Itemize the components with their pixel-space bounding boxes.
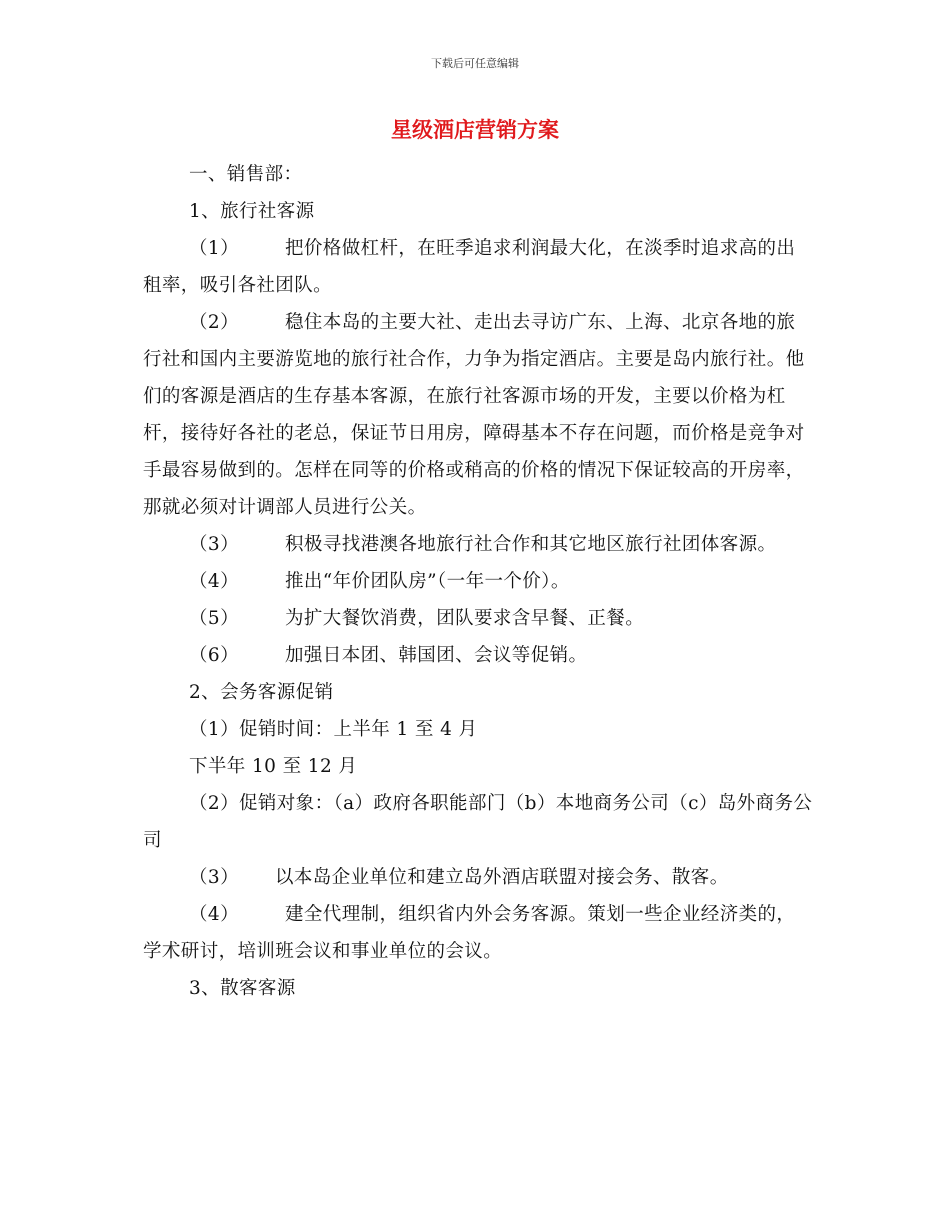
section-heading-sales: 一、销售部： [189, 164, 303, 185]
list-item: （1）促销时间：上半年 1 至 4 月 [189, 719, 478, 740]
list-item-number: （1） [189, 238, 239, 259]
list-item-text: 稳住本岛的主要大社、走出去寻访广东、上海、北京各地的旅行社和国内主要游览地的旅行社合作，力争为指定酒店。主要是岛内旅行社。他们的客源是酒店的生存基本客源，在旅行社客源市场的开发，主要以价格为杠杆，接待好各社的老总，保证节日用房，障碍基本不存在问题，而价格是竞争对手最容易做到的。怎样在同等的价格或稍高的价格的情况下保证较高的开房率，那就必须对计调部人员进行公关。 [143, 312, 805, 518]
list-item-number: （6） [189, 645, 239, 666]
list-item-text: 建全代理制，组织省内外会务客源。策划一些企业经济类的，学术研讨，培训班会议和事业单位的会议。 [143, 904, 796, 962]
page-header: 下载后可任意编辑 [431, 57, 519, 70]
list-item [143, 526, 813, 563]
list-item [143, 637, 813, 674]
list-item-text: 为扩大餐饮消费，团队要求含早餐、正餐。 [285, 608, 645, 629]
list-item-number: （4） [189, 904, 239, 925]
list-item-text: 以本岛企业单位和建立岛外酒店联盟对接会务、散客。 [275, 867, 729, 888]
document-title: 星级酒店营销方案 [391, 117, 559, 142]
list-item [143, 600, 813, 637]
list-item-text: 加强日本团、韩国团、会议等促销。 [285, 645, 588, 666]
list-item [143, 859, 813, 896]
list-item [143, 304, 813, 526]
subsection-heading-conference: 2、会务客源促销 [189, 682, 334, 703]
list-item-text: 把价格做杠杆，在旺季追求利润最大化，在淡季时追求高的出租率，吸引各社团队。 [143, 238, 796, 296]
list-item-text: 推出“年价团队房”（一年一个价）。 [285, 571, 570, 592]
list-item [143, 896, 813, 970]
list-item [143, 230, 813, 304]
subsection-heading-travel-agency: 1、旅行社客源 [189, 201, 315, 222]
list-item: （2）促销对象：（a）政府各职能部门（b）本地商务公司（c）岛外商务公司 [143, 793, 813, 851]
list-item-text: 积极寻找港澳各地旅行社合作和其它地区旅行社团体客源。 [285, 534, 777, 555]
document-body [143, 156, 813, 1007]
list-item-number: （5） [189, 608, 239, 629]
subsection-heading-individual-guests: 3、散客客源 [189, 978, 296, 999]
list-item [143, 563, 813, 600]
list-item-number: （2） [189, 312, 239, 333]
list-item-number: （3） [189, 867, 239, 888]
list-item-continuation: 下半年 10 至 12 月 [189, 756, 358, 777]
list-item-number: （3） [189, 534, 239, 555]
list-item-number: （4） [189, 571, 239, 592]
